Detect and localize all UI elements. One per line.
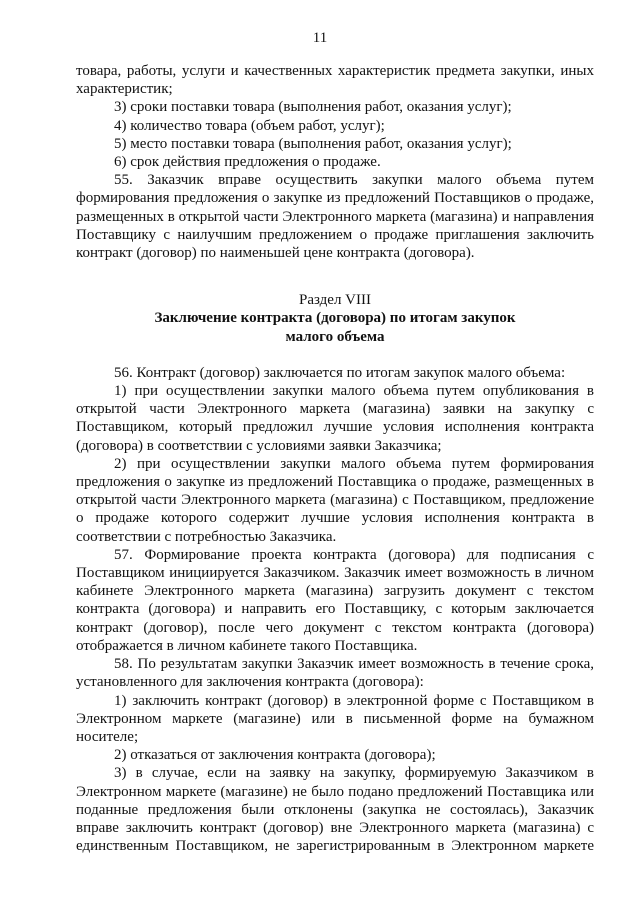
paragraph: 2) отказаться от заключения контракта (договора); — [114, 747, 436, 764]
paragraph: 5) место поставки товара (выполнения работ, оказания услуг); — [114, 135, 512, 152]
bottom-paragraphs — [76, 364, 594, 855]
paragraph: 3) сроки поставки товара (выполнения работ, оказания услуг); — [114, 99, 512, 116]
paragraph: товара, работы, услуги и качественных характеристик предмета закупки, иных характеристик; — [76, 63, 594, 98]
paragraph: 1) заключить контракт (договор) в электронной форме с Поставщиком в Электронном маркете (магазине) или в письменной форме на бумажном носителе; — [76, 692, 594, 745]
paragraph: 1) при осуществлении закупки малого объема путем опубликования в открытой части Электронного маркета (магазина) заявки на закупку с Поставщиком, который предложил лучшие условия исполнения контракта (договора) в соответствии с условиями заявки Заказчика; — [76, 383, 594, 454]
section-number: Раздел VIII — [299, 292, 371, 309]
paragraph: 6) срок действия предложения о продаже. — [114, 154, 381, 171]
top-paragraphs — [76, 62, 594, 262]
paragraph: 4) количество товара (объем работ, услуг); — [114, 117, 385, 134]
paragraph: 57. Формирование проекта контракта (договора) для подписания с Поставщиком инициируется Заказчиком. Заказчик имеет возможность в личном кабинете Электронного маркета (магазина) загрузить документ с текстом контракта (договора) и направить его Поставщику, с которым заключается контракт (договор), после чего документ с текстом контракта (договора) отображается в личном кабинете такого Поставщика. — [76, 546, 594, 654]
page-number: 11 — [312, 30, 328, 46]
paragraph: 56. Контракт (договор) заключается по итогам закупок малого объема: — [114, 364, 566, 381]
paragraph: 3) в случае, если на заявку на закупку, формируемую Заказчиком в Электронном маркете (магазине) не было подано предложений Поставщика или поданные предложения были отклонены (закупка не состоялась), Заказчик вправе заключить контракт (договор) вне Электронного маркета (магазина) с единственным Поставщиком, не зарегистрированным в Электронном маркете — [76, 765, 594, 855]
paragraph: 2) при осуществлении закупки малого объема путем формирования предложения о закупке из предложений Поставщика о продаже, размещенных в открытой части Электронного маркета (магазина) с Поставщиком, предложение о продаже которого содержит лучшие условия исполнения контракта в соответствии с потребностью Заказчика. — [76, 455, 594, 545]
section-title-line-1: Заключение контракта (договора) по итогам закупок — [154, 310, 516, 327]
document-body — [76, 62, 594, 855]
paragraph: 58. По результатам закупки Заказчик имеет возможность в течение срока, установленного для заключения контракта (договора): — [76, 656, 594, 691]
paragraph: 55. Заказчик вправе осуществить закупки малого объема путем формирования предложения о закупке из предложений Поставщиков о продаже, размещенных в открытой части Электронного маркета (магазина) и направления Поставщику с наилучшим предложением о продаже приглашения заключить контракт (договор) по наименьшей цене контракта (договора). — [76, 172, 594, 262]
section-title-line-2: малого объема — [285, 328, 385, 345]
